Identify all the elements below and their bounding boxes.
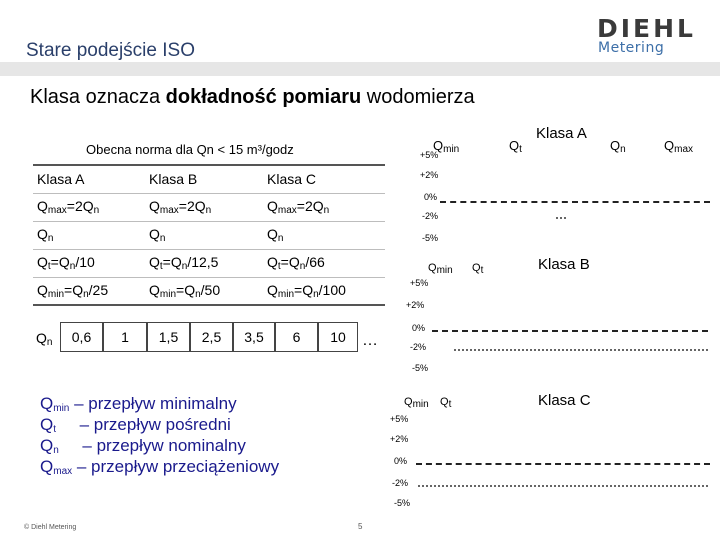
qt-label: $Q_t$ xyxy=(440,396,452,410)
diagram-title: Klasa C xyxy=(538,392,591,409)
zero-line xyxy=(432,330,708,332)
tick-label: -5% xyxy=(412,363,429,373)
table-header-cell: Klasa B xyxy=(145,165,263,193)
logo-brand: DIEHL xyxy=(597,14,696,43)
tolerance-line xyxy=(418,485,708,487)
tick-label: +2% xyxy=(390,434,409,444)
legend-item: $Q_{min}$ – przepływ minimalny xyxy=(40,394,237,414)
table-cell: $Q_{max}=2Q_n$ xyxy=(263,193,385,221)
qn-label-main: Q xyxy=(36,330,47,346)
qn-scale-value: 1 xyxy=(103,322,147,352)
tick-label: 0% xyxy=(424,192,438,202)
tick-label: 0% xyxy=(394,456,408,466)
subtitle-prefix: Klasa oznacza xyxy=(30,86,166,108)
tolerance-line xyxy=(556,217,566,219)
header-divider xyxy=(0,62,720,76)
qmin-sub: min xyxy=(412,399,429,410)
tick-label: +2% xyxy=(406,300,425,310)
qmax-label: $Q_{max}$ xyxy=(664,138,694,155)
table-cell: $Q_n$ xyxy=(33,221,145,249)
table-header-row xyxy=(33,165,385,193)
table-row xyxy=(33,277,385,305)
table-cell: $Q_{min}=Q_n/50$ xyxy=(145,277,263,305)
table-cell: $Q_t=Q_n/12,5$ xyxy=(145,249,263,277)
qn-scale-value: 1,5 xyxy=(147,322,190,352)
qn-scale-value: 3,5 xyxy=(233,322,275,352)
qmin-label: $Q_{min}$ xyxy=(404,396,429,410)
qn-ellipsis: … xyxy=(362,332,378,349)
legend-item: $Q_t$ – przepływ pośredni xyxy=(40,415,231,435)
tick-label: -2% xyxy=(422,211,439,221)
table-row xyxy=(33,193,385,221)
tick-label: +5% xyxy=(420,150,439,160)
qn-label-sub: n xyxy=(46,337,53,348)
logo-subtitle: Metering xyxy=(598,40,665,56)
table-cell: $Q_n$ xyxy=(145,221,263,249)
qt-sub: t xyxy=(519,144,522,155)
table-header-cell: Klasa C xyxy=(263,165,385,193)
legend-item: $Q_{max}$ – przepływ przeciążeniowy xyxy=(40,457,280,477)
table-header-cell: Klasa A xyxy=(33,165,145,193)
qn-scale-label xyxy=(36,330,52,348)
qt-sub: t xyxy=(448,399,452,410)
footer-copyright: © Diehl Metering xyxy=(24,524,77,531)
tick-label: +5% xyxy=(390,414,409,424)
slide-title: Stare podejście ISO xyxy=(26,40,195,61)
qmin-label: $Q_{min}$ xyxy=(433,138,460,155)
table-cell: $Q_{max}=2Q_n$ xyxy=(33,193,145,221)
tick-label: 0% xyxy=(412,323,426,333)
qt-label: $Q_t$ xyxy=(472,262,484,276)
qn-scale-value: 2,5 xyxy=(190,322,233,352)
tick-label: +5% xyxy=(410,278,429,288)
table-cell: $Q_t=Q_n/66$ xyxy=(263,249,385,277)
qn-scale-value: 0,6 xyxy=(60,322,103,352)
qmin-sub: min xyxy=(436,265,453,276)
qmax-sub: max xyxy=(674,144,694,155)
tick-label: +2% xyxy=(420,170,439,180)
table-row xyxy=(33,221,385,249)
legend-item: $Q_n$ – przepływ nominalny xyxy=(40,436,246,456)
zero-line xyxy=(416,463,710,465)
page-subtitle xyxy=(30,86,475,109)
qmin-label: $Q_{min}$ xyxy=(428,262,453,276)
qmin-sub: min xyxy=(443,144,460,155)
diagram-title: Klasa A xyxy=(536,125,587,142)
table-cell: $Q_n$ xyxy=(263,221,385,249)
table-cell: $Q_{min}=Q_n/25$ xyxy=(33,277,145,305)
table-cell: $Q_{max}=2Q_n$ xyxy=(145,193,263,221)
table-row xyxy=(33,249,385,277)
page-number: 5 xyxy=(358,522,363,531)
qn-sub: n xyxy=(620,144,626,155)
tick-label: -2% xyxy=(410,342,427,352)
tick-label: -5% xyxy=(422,233,439,243)
table-caption: Obecna norma dla Qn < 15 m³/godz xyxy=(86,142,294,157)
tick-label: -2% xyxy=(392,478,409,488)
table-cell: $Q_t=Q_n/10$ xyxy=(33,249,145,277)
qn-scale-value: 6 xyxy=(275,322,318,352)
qt-label: $Q_t$ xyxy=(509,138,522,155)
subtitle-bold: dokładność pomiaru xyxy=(165,86,362,108)
zero-line xyxy=(440,201,710,203)
tick-label: -5% xyxy=(394,498,411,508)
tolerance-line xyxy=(454,349,708,351)
subtitle-suffix: wodomierza xyxy=(361,86,475,108)
class-table xyxy=(33,164,385,306)
qn-scale-value: 10 xyxy=(318,322,358,352)
diagram-title: Klasa B xyxy=(538,256,590,273)
qt-sub: t xyxy=(480,265,484,276)
table-cell: $Q_{min}=Q_n/100$ xyxy=(263,277,385,305)
qn-label: $Q_n$ xyxy=(610,138,626,155)
